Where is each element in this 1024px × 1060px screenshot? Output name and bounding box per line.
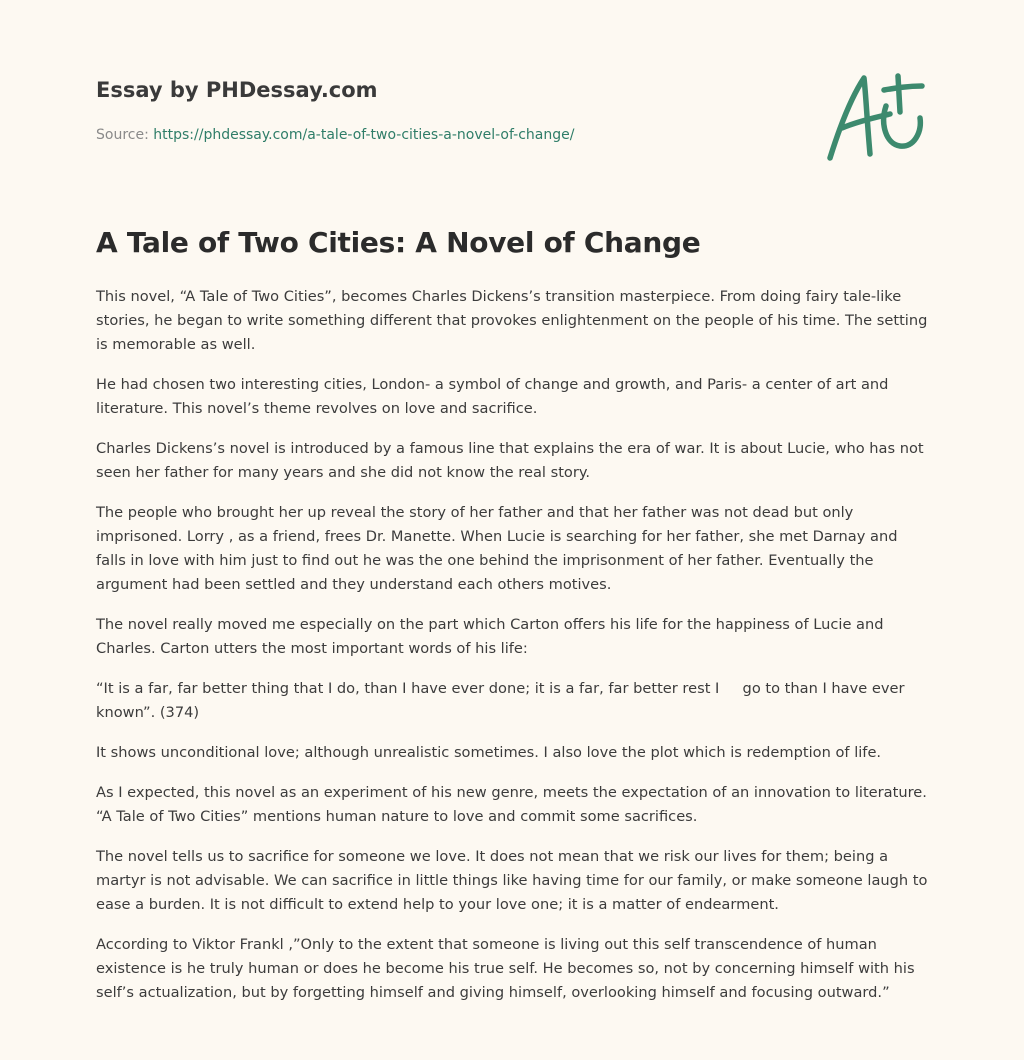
essay-paragraph: He had chosen two interesting cities, London- a symbol of change and growth, and Paris- a center of art and literature. This novel’s theme revolves on love and sacrifice.: [96, 376, 889, 417]
page-header: [96, 76, 796, 145]
essay-paragraph: It shows unconditional love; although unrealistic sometimes. I also love the plot which is redemption of life.: [96, 744, 882, 761]
essay-paragraph: As I expected, this novel as an experiment of his new genre, meets the expectation of an innovation to literature. “A Tale of Two Cities” mentions human nature to love and commit some sacrifices.: [96, 784, 927, 825]
essay-quote: “It is a far, far better thing that I do, than I have ever done; it is a far, far better rest I go to than I have ever known”. (374): [96, 680, 910, 721]
essay-paragraph: According to Viktor Frankl ,”Only to the extent that someone is living out this self transcendence of human existence is he truly human or does he become his true self. He becomes so, not by concerning himself with his self’s actualization, but by forgetting himself and giving himself, overlooking himself and focusing outward.”: [96, 936, 915, 1001]
a-plus-logo-icon: [820, 66, 932, 166]
essay-paragraph: This novel, “A Tale of Two Cities”, becomes Charles Dickens’s transition masterpiece. From doing fairy tale-like stories, he began to write something different that provokes enlightenment on the people of his time. The setting is memorable as well.: [96, 288, 928, 353]
source-line: [96, 125, 796, 145]
essay-paragraph: The people who brought her up reveal the story of her father and that her father was not dead but only imprisoned. Lorry , as a friend, frees Dr. Manette. When Lucie is searching for her father, she met Darnay and falls in love with him just to find out he was the one behind the imprisonment of her father. Eventually the argument had been settled and they understand each others motives.: [96, 504, 898, 593]
essay-body: [96, 285, 930, 1021]
essay-paragraph: The novel really moved me especially on the part which Carton offers his life for the happiness of Lucie and Charles. Carton utters the most important words of his life:: [96, 616, 884, 657]
source-label: Source:: [96, 127, 154, 143]
essay-paragraph: The novel tells us to sacrifice for someone we love. It does not mean that we risk our lives for them; being a martyr is not advisable. We can sacrifice in little things like having time for our family, or make someone laugh to ease a burden. It is not difficult to extend help to your love one; it is a matter of endearment.: [96, 848, 928, 913]
source-link[interactable]: https://phdessay.com/a-tale-of-two-cities-a-novel-of-change/: [153, 127, 575, 143]
essay-paragraph: Charles Dickens’s novel is introduced by a famous line that explains the era of war. It is about Lucie, who has not seen her father for many years and she did not know the real story.: [96, 440, 924, 481]
essay-title: A Tale of Two Cities: A Novel of Change: [96, 226, 701, 259]
site-brand: Essay by PHDessay.com: [96, 78, 378, 102]
